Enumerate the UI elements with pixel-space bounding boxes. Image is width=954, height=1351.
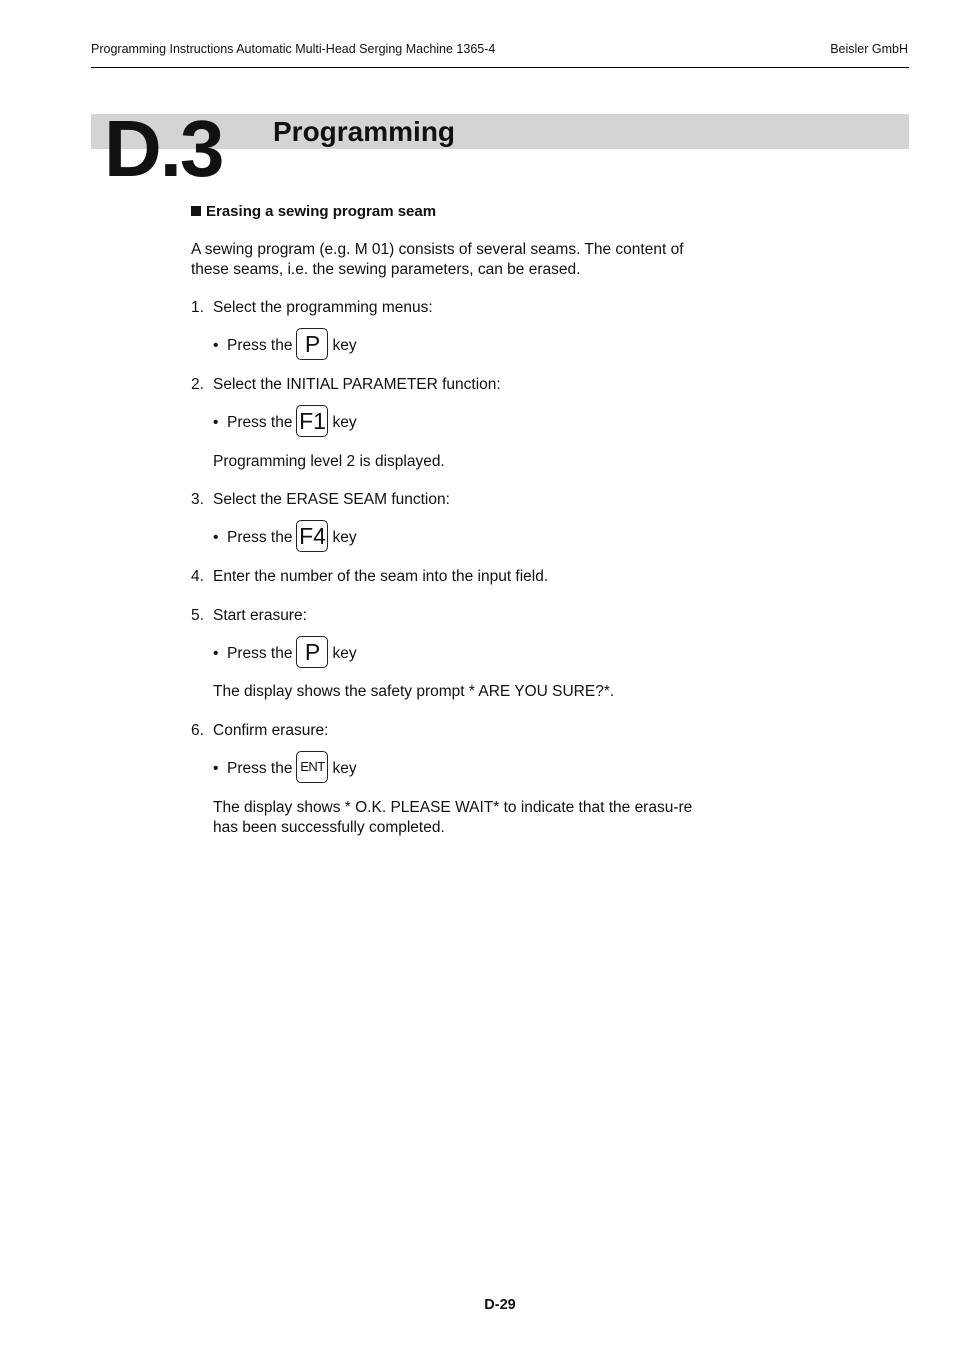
key-ent-icon: ENT — [296, 751, 328, 783]
press-suffix: key — [332, 645, 357, 663]
step-2-note: Programming level 2 is displayed. — [213, 453, 445, 470]
intro-paragraph: A sewing program (e.g. M 01) consists of several seams. The content of these seams, i.e. the sewing parameters, can be erased. — [191, 241, 684, 278]
bullet-icon: • — [213, 645, 219, 663]
step-text: Enter the number of the seam into the input field. — [213, 568, 549, 585]
key-p-icon: P — [296, 636, 328, 668]
step-5 — [191, 606, 307, 625]
step-number: 2. — [191, 376, 204, 393]
step-text: Confirm erasure: — [213, 722, 329, 739]
step-6-note: The display shows * O.K. PLEASE WAIT* to indicate that the erasu-re has been successfully completed. — [213, 799, 693, 836]
step-1-instruction — [213, 330, 357, 362]
step-3-instruction — [213, 522, 357, 554]
step-number: 6. — [191, 722, 204, 739]
header-rule — [91, 67, 909, 68]
chapter-number: D.3 — [104, 104, 223, 193]
step-2 — [191, 375, 501, 394]
press-prefix: Press the — [227, 414, 293, 432]
step-6-instruction — [213, 753, 357, 785]
step-6 — [191, 721, 328, 740]
square-bullet-icon — [191, 206, 201, 216]
step-4 — [191, 567, 548, 586]
bullet-icon: • — [213, 414, 219, 432]
step-text: Start erasure: — [213, 607, 307, 624]
bullet-icon: • — [213, 337, 219, 355]
page-number: D-29 — [484, 1297, 516, 1313]
step-number: 5. — [191, 607, 204, 624]
chapter-title: Programming — [273, 116, 456, 147]
key-f4-icon: F4 — [296, 520, 328, 552]
step-text: Select the ERASE SEAM function: — [213, 491, 450, 508]
press-prefix: Press the — [227, 645, 293, 663]
press-prefix: Press the — [227, 337, 293, 355]
section-heading — [191, 203, 436, 220]
step-5-instruction — [213, 638, 357, 670]
press-suffix: key — [332, 337, 357, 355]
step-3 — [191, 490, 450, 509]
step-text: Select the programming menus: — [213, 299, 433, 316]
key-f1-icon: F1 — [296, 405, 328, 437]
bullet-icon: • — [213, 760, 219, 778]
bullet-icon: • — [213, 529, 219, 547]
step-2-instruction — [213, 407, 357, 439]
step-number: 4. — [191, 568, 204, 585]
step-5-note: The display shows the safety prompt * ARE YOU SURE?*. — [213, 683, 615, 700]
press-prefix: Press the — [227, 529, 293, 547]
step-1 — [191, 298, 433, 317]
step-text: Select the INITIAL PARAMETER function: — [213, 376, 501, 393]
step-number: 1. — [191, 299, 204, 316]
page-header-company: Beisler GmbH — [830, 42, 908, 56]
press-suffix: key — [332, 529, 357, 547]
section-heading-text: Erasing a sewing program seam — [206, 203, 437, 220]
press-prefix: Press the — [227, 760, 293, 778]
key-p-icon: P — [296, 328, 328, 360]
page-header-title: Programming Instructions Automatic Multi-Head Serging Machine 1365-4 — [91, 42, 496, 56]
press-suffix: key — [332, 760, 357, 778]
press-suffix: key — [332, 414, 357, 432]
step-number: 3. — [191, 491, 204, 508]
